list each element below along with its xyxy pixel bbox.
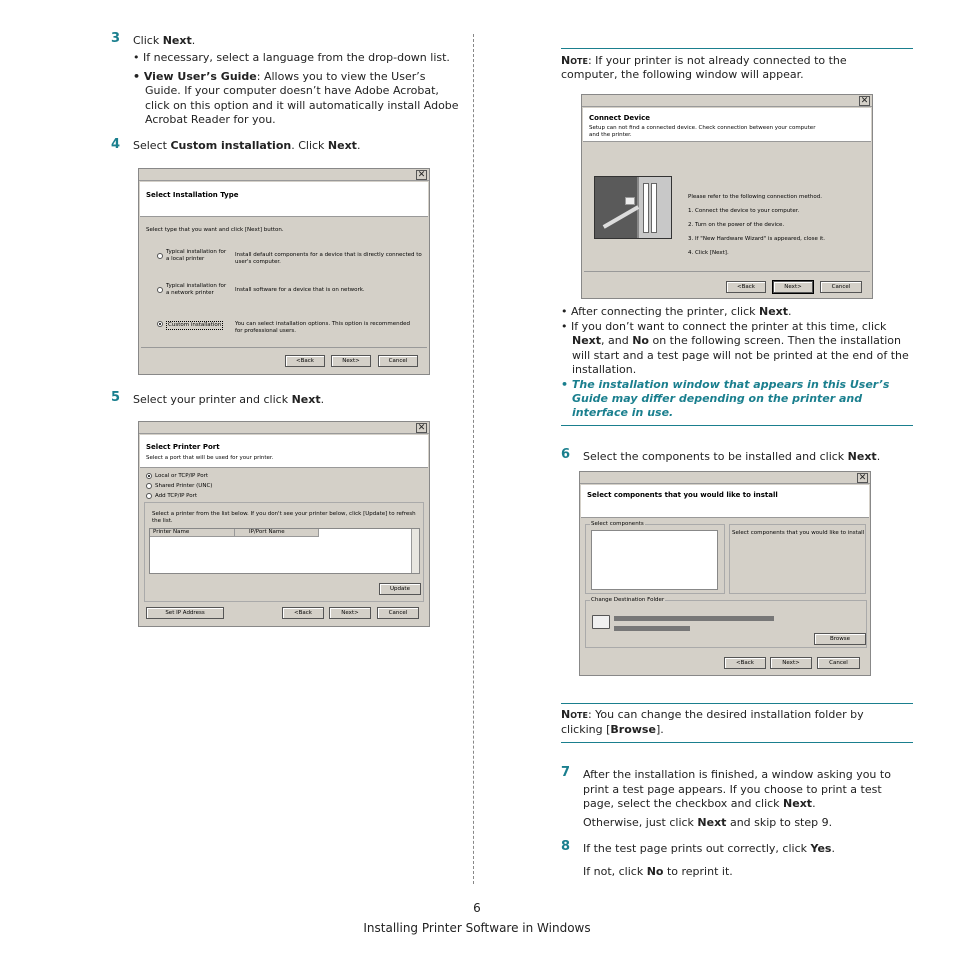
cancel-button[interactable]: Cancel xyxy=(378,355,418,367)
next-button[interactable]: Next> xyxy=(773,281,813,293)
set-ip-address-button[interactable]: Set IP Address xyxy=(146,607,224,619)
radio-add-tcpip[interactable] xyxy=(146,493,152,499)
option-typical-local: Typical installation for a local printer xyxy=(166,249,227,262)
note-browse: Note: You can change the desired installation folder by xyxy=(561,708,864,721)
option-typical-network-desc: Install software for a device that is on network. xyxy=(235,287,365,293)
step-4-text: Select Custom installation. Click Next. xyxy=(133,139,361,152)
printer-port-dialog xyxy=(138,421,430,627)
printer-list[interactable] xyxy=(149,528,420,574)
step-3-bullet-guide-line2: Guide. If your computer doesn’t have Adobe Acrobat, xyxy=(145,84,439,97)
connect-step-1: 1. Connect the device to your computer. xyxy=(688,208,800,214)
option-local-tcpip: Local or TCP/IP Port xyxy=(155,473,209,479)
step-6-text: Select the components to be installed and click Next. xyxy=(583,450,881,463)
select-components-group xyxy=(585,521,725,594)
option-typical-local-desc: Install default components for a device that is directly connected to user's computer. xyxy=(235,252,422,265)
step-7-line2: print a test page appears. If you choose to print a test xyxy=(583,783,882,796)
connect-step-2: 2. Turn on the power of the device. xyxy=(688,222,785,228)
radio-local-tcpip[interactable] xyxy=(146,473,152,479)
radio-custom[interactable] xyxy=(157,321,163,327)
connect-device-dialog xyxy=(581,94,873,299)
step-8-number: 8 xyxy=(561,839,571,854)
connect-step-4: 4. Click [Next]. xyxy=(688,250,729,256)
bullet-no-connect-line3: will start and a test page will not be printed at the end of the xyxy=(572,349,909,362)
back-button[interactable]: <Back xyxy=(285,355,325,367)
cancel-button[interactable]: Cancel xyxy=(377,607,419,619)
bullet-no-connect-line4: installation. xyxy=(572,363,637,376)
destination-folder-group xyxy=(585,597,867,648)
description-group xyxy=(729,524,866,594)
installation-type-dialog xyxy=(138,168,430,375)
option-shared-unc: Shared Printer (UNC) xyxy=(155,483,213,489)
dialog-title: Select Installation Type xyxy=(146,191,239,199)
step-5-text: Select your printer and click Next. xyxy=(133,393,325,406)
step-5-number: 5 xyxy=(111,390,121,405)
folder-icon xyxy=(592,615,610,629)
close-icon[interactable]: ✕ xyxy=(417,423,426,433)
close-icon[interactable]: ✕ xyxy=(860,96,869,106)
bullet-differs-line1: • The installation window that appears in this User’s xyxy=(561,378,890,391)
column-divider xyxy=(473,34,474,884)
step-8-line2: If not, click No to reprint it. xyxy=(583,865,733,878)
step-3-text: Click Next. xyxy=(133,34,196,47)
step-7-number: 7 xyxy=(561,765,571,780)
step-6-number: 6 xyxy=(561,447,571,462)
connection-illustration xyxy=(594,176,672,239)
radio-typical-network[interactable] xyxy=(157,287,163,293)
install-type-prompt: Select type that you want and click [Next] button. xyxy=(146,227,284,233)
step-3-bullet-guide-line4: Acrobat Reader for you. xyxy=(145,113,276,126)
bullet-differs-line2: Guide may differ depending on the printer and xyxy=(572,392,863,405)
next-button[interactable]: Next> xyxy=(770,657,812,669)
radio-typical-local[interactable] xyxy=(157,253,163,259)
note2-bottom-rule xyxy=(561,742,913,743)
destination-path-bar xyxy=(614,616,774,621)
option-custom: Custom installation xyxy=(168,322,222,328)
dialog-subtitle: Setup can not find a connected device. Check connection between your computer and the printer. xyxy=(589,125,816,138)
note-browse-line2: clicking [Browse]. xyxy=(561,723,664,736)
close-icon[interactable]: ✕ xyxy=(417,170,426,180)
dialog-title: Select components that you would like to install xyxy=(587,491,778,499)
destination-path-bar-2 xyxy=(614,626,690,631)
option-add-tcpip: Add TCP/IP Port xyxy=(155,493,198,499)
next-button[interactable]: Next> xyxy=(331,355,371,367)
dialog-subtitle: Select a port that will be used for your printer. xyxy=(146,455,274,461)
note-connect: Note: If your printer is not already connected to the xyxy=(561,54,847,67)
bullet-differs-line3: interface in use. xyxy=(572,406,674,419)
page-number: 6 xyxy=(473,901,481,915)
next-button[interactable]: Next> xyxy=(329,607,371,619)
dialog-title: Select Printer Port xyxy=(146,443,220,451)
back-button[interactable]: <Back xyxy=(726,281,766,293)
step-7-line4: Otherwise, just click Next and skip to step 9. xyxy=(583,816,833,829)
update-button[interactable]: Update xyxy=(379,583,421,595)
step-3-bullet-guide: • View User’s Guide: Allows you to view the User’s xyxy=(133,70,426,83)
option-typical-network: Typical installation for a network printer xyxy=(166,283,227,296)
select-components-label: Select components xyxy=(591,521,644,527)
printer-list-instructions: Select a printer from the list below. If you don't see your printer below, click [Update] to refresh the list. xyxy=(152,511,416,524)
step-3-bullet-guide-line3: click on this option and it will automatically install Adobe xyxy=(145,99,459,112)
step-3-number: 3 xyxy=(111,31,121,46)
connect-step-intro: Please refer to the following connection method. xyxy=(688,194,823,200)
cancel-button[interactable]: Cancel xyxy=(817,657,860,669)
destination-folder-label: Change Destination Folder xyxy=(591,597,665,603)
step-3-bullet-language: • If necessary, select a language from the drop-down list. xyxy=(133,51,450,64)
note-top-rule xyxy=(561,48,913,49)
note2-top-rule xyxy=(561,703,913,704)
note-bottom-rule xyxy=(561,425,913,426)
bullet-after-connecting: • After connecting the printer, click Next. xyxy=(561,305,792,318)
back-button[interactable]: <Back xyxy=(724,657,766,669)
page-footer-title: Installing Printer Software in Windows xyxy=(363,921,591,935)
back-button[interactable]: <Back xyxy=(282,607,324,619)
column-ip-port: IP/Port Name xyxy=(249,529,285,535)
note-connect-line2: computer, the following window will appear. xyxy=(561,68,804,81)
column-printer-name: Printer Name xyxy=(153,529,190,535)
components-tree[interactable] xyxy=(591,530,718,590)
components-description: Select components that you would like to install xyxy=(732,530,865,536)
step-8-line1: If the test page prints out correctly, click Yes. xyxy=(583,842,835,855)
step-4-number: 4 xyxy=(111,137,121,152)
select-components-dialog xyxy=(579,471,871,676)
radio-shared-unc[interactable] xyxy=(146,483,152,489)
browse-button[interactable]: Browse xyxy=(814,633,866,645)
printer-list-group xyxy=(144,502,424,602)
bullet-no-connect-line2: Next, and No on the following screen. Then the installation xyxy=(572,334,901,347)
option-custom-desc: You can select installation options. This option is recommended for professional users. xyxy=(235,321,410,334)
dialog-title: Connect Device xyxy=(589,114,651,122)
step-7-line1: After the installation is finished, a window asking you to xyxy=(583,768,891,781)
step-7-line3: page, select the checkbox and click Next. xyxy=(583,797,816,810)
scrollbar[interactable] xyxy=(411,529,419,573)
connect-step-3: 3. If "New Hardware Wizard" is appeared, close it. xyxy=(688,236,826,242)
cancel-button[interactable]: Cancel xyxy=(820,281,862,293)
bullet-no-connect-line1: • If you don’t want to connect the printer at this time, click xyxy=(561,320,887,333)
close-icon[interactable]: ✕ xyxy=(858,473,867,483)
